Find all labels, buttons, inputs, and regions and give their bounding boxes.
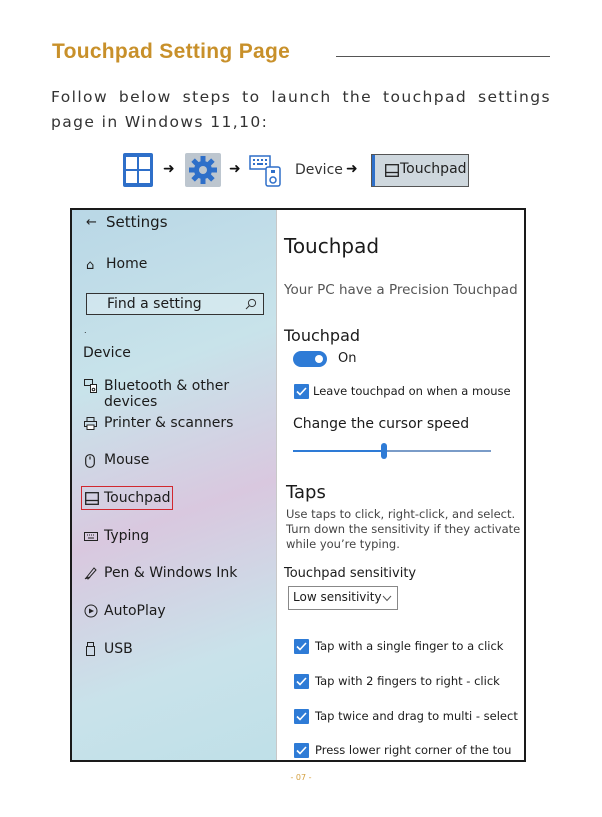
touchpad-heading: Touchpad xyxy=(284,326,361,345)
devices-icon xyxy=(249,153,283,187)
sensitivity-select[interactable] xyxy=(288,586,398,610)
precision-note: Your PC have a Precision Touchpad xyxy=(284,282,518,298)
mouse-icon xyxy=(85,454,95,468)
tap-option-label: Press lower right corner of the tou xyxy=(315,743,512,757)
arrow-right-icon: ➜ xyxy=(163,161,175,177)
arrow-right-icon: ➜ xyxy=(229,161,241,177)
settings-screenshot xyxy=(70,208,526,762)
keyboard-icon xyxy=(84,532,98,541)
leave-on-checkbox[interactable] xyxy=(294,384,309,399)
sidebar-item-autoplay[interactable]: AutoPlay xyxy=(104,603,166,619)
sidebar-item-usb[interactable]: USB xyxy=(104,641,133,657)
sidebar-item-mouse[interactable]: Mouse xyxy=(104,452,150,468)
page-number: - 07 - xyxy=(290,773,312,782)
sidebar-item-pen[interactable]: Pen & Windows Ink xyxy=(104,565,238,581)
page-title: Touchpad xyxy=(284,234,380,258)
usb-icon xyxy=(86,642,95,656)
sidebar-item-printer[interactable]: Printer & scanners xyxy=(104,415,234,431)
sidebar-item-home[interactable]: Home xyxy=(106,256,148,272)
page-heading: Touchpad Setting Page xyxy=(52,40,291,63)
taps-desc-2: Turn down the sensitivity if they activate xyxy=(286,522,521,536)
heading-rule xyxy=(336,56,550,57)
search-input[interactable] xyxy=(86,293,264,315)
printer-icon xyxy=(84,417,97,430)
back-arrow-icon[interactable]: ← xyxy=(86,215,97,230)
keyboard-icon xyxy=(84,379,97,393)
intro-text: Follow below steps to launch the touchpad settings page in Windows 11,10: xyxy=(51,88,551,131)
touchpad-step-button xyxy=(371,154,469,187)
tap-option-label: Tap with a single finger to a click xyxy=(315,639,504,653)
toggle-knob xyxy=(315,355,323,363)
cursor-speed-slider[interactable] xyxy=(381,443,387,459)
sidebar-item-bluetooth[interactable]: Bluetooth & other devices xyxy=(104,378,230,410)
tap-option-label: Tap twice and drag to multi - select xyxy=(315,709,518,723)
cursor-speed-label: Change the cursor speed xyxy=(293,416,470,432)
gear-icon xyxy=(185,153,221,187)
toggle-state: On xyxy=(338,351,357,366)
step-device-label: Device xyxy=(295,162,343,178)
arrow-right-icon: ➜ xyxy=(346,161,358,177)
touchpad-icon xyxy=(85,492,99,505)
autoplay-icon xyxy=(84,604,98,618)
tap-option-checkbox[interactable] xyxy=(294,674,309,689)
sidebar-item-typing[interactable]: Typing xyxy=(104,528,150,544)
taps-desc-3: while you’re typing. xyxy=(286,537,400,551)
cursor-speed-fill xyxy=(293,450,384,452)
touchpad-step-label: Touchpad xyxy=(400,161,467,177)
search-icon xyxy=(245,298,257,310)
sensitivity-value: Low sensitivity xyxy=(293,590,382,604)
pen-icon xyxy=(84,566,98,580)
tap-option-label: Tap with 2 fingers to right - click xyxy=(315,674,500,688)
tap-option-checkbox[interactable] xyxy=(294,743,309,758)
pane-divider xyxy=(276,210,277,760)
chevron-down-icon xyxy=(382,595,392,602)
touchpad-toggle[interactable] xyxy=(293,351,327,367)
windows-logo-icon xyxy=(123,153,153,187)
tap-option-checkbox[interactable] xyxy=(294,709,309,724)
section-device: Device xyxy=(83,345,131,361)
section-dot: . xyxy=(84,326,87,335)
touchpad-icon xyxy=(385,164,399,177)
settings-sidebar xyxy=(72,210,276,760)
settings-title: Settings xyxy=(106,213,168,231)
search-placeholder: Find a setting xyxy=(107,296,202,312)
sensitivity-label: Touchpad sensitivity xyxy=(284,566,417,581)
home-icon: ⌂ xyxy=(86,258,95,273)
taps-heading: Taps xyxy=(286,482,326,503)
selection-bar xyxy=(372,155,375,186)
leave-on-label: Leave touchpad on when a mouse xyxy=(313,384,511,398)
taps-desc-1: Use taps to click, right-click, and select. xyxy=(286,507,516,521)
tap-option-checkbox[interactable] xyxy=(294,639,309,654)
sidebar-item-touchpad[interactable]: Touchpad xyxy=(104,490,171,506)
